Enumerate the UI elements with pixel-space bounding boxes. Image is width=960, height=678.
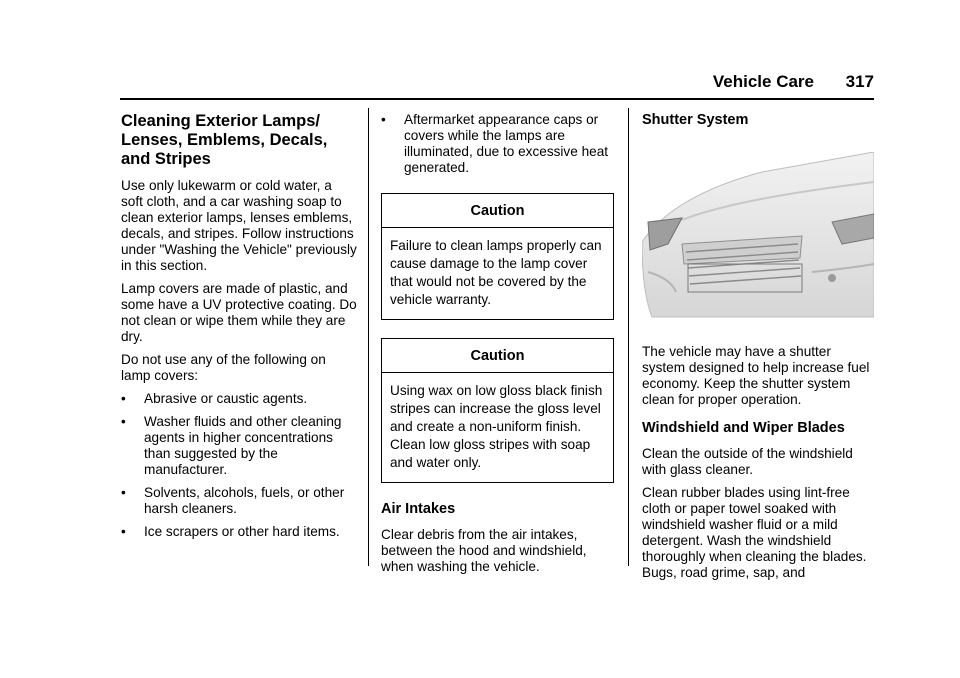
caution-body: Using wax on low gloss black finish stripes can increase the gloss level and create a non-uniform finish. Clean low gloss stripes with soap and water only.: [390, 383, 603, 470]
bullet-marker: •: [121, 485, 126, 500]
bullet-marker: •: [121, 524, 126, 539]
column-2: [381, 112, 614, 582]
paragraph: Clean the outside of the windshield with glass cleaner.: [642, 446, 853, 477]
header-rule: [120, 98, 874, 100]
paragraph: Clear debris from the air intakes, between the hood and windshield, when washing the vehicle.: [381, 527, 587, 574]
column-divider: [368, 108, 369, 566]
paragraph: Lamp covers are made of plastic, and some have a UV protective coating. Do not clean or wipe them while they are dry.: [121, 281, 357, 344]
bullet-marker: •: [121, 414, 126, 429]
caution-body: Failure to clean lamps properly can cause damage to the lamp cover that would not be covered by the vehicle warranty.: [390, 238, 602, 307]
caution-title: Caution: [382, 339, 613, 373]
bullet-marker: •: [381, 112, 386, 127]
caution-title: Caution: [382, 194, 613, 228]
column-divider: [628, 108, 629, 566]
list-item: • Abrasive or caustic agents.: [121, 391, 308, 406]
page-header: [0, 72, 960, 96]
list-item: • Solvents, alcohols, fuels, or other harsh cleaners.: [121, 485, 345, 516]
paragraph: Do not use any of the following on lamp covers:: [121, 352, 326, 383]
vehicle-front-illustration: [642, 152, 874, 320]
caution-box: [381, 338, 614, 483]
column-3: [642, 112, 874, 588]
bullet-marker: •: [121, 391, 126, 406]
section-title: Vehicle Care: [712, 72, 814, 91]
caution-box: [381, 193, 614, 320]
paragraph: Clean rubber blades using lint-free cloth or paper towel soaked with windshield washer fluid or a mild detergent. Wash the windshield thoroughly when cleaning the blades. Bugs, road grime, sap, and: [642, 485, 867, 580]
list-item: • Aftermarket appearance caps or covers while the lamps are illuminated, due to excessive heat generated.: [381, 112, 609, 175]
paragraph: Use only lukewarm or cold water, a soft cloth, and a car washing soap to clean exterior lamps, lenses emblems, decals, and stripes. Follow instructions under "Washing the Vehicle" previously in this section.: [121, 178, 357, 273]
column-1: [121, 112, 357, 547]
heading-windshield-wiper: Windshield and Wiper Blades: [642, 420, 845, 436]
list-item: • Washer fluids and other cleaning agents in higher concentrations than suggested by the manufacturer.: [121, 414, 342, 477]
paragraph: The vehicle may have a shutter system designed to help increase fuel economy. Keep the shutter system clean for proper operation.: [642, 344, 870, 407]
heading-air-intakes: Air Intakes: [381, 501, 456, 517]
list-item: • Ice scrapers or other hard items.: [121, 524, 340, 539]
heading-cleaning-lamps: Cleaning Exterior Lamps/ Lenses, Emblems, Decals, and Stripes: [121, 112, 328, 168]
page-number: 317: [845, 72, 874, 91]
heading-shutter-system: Shutter System: [642, 112, 749, 128]
